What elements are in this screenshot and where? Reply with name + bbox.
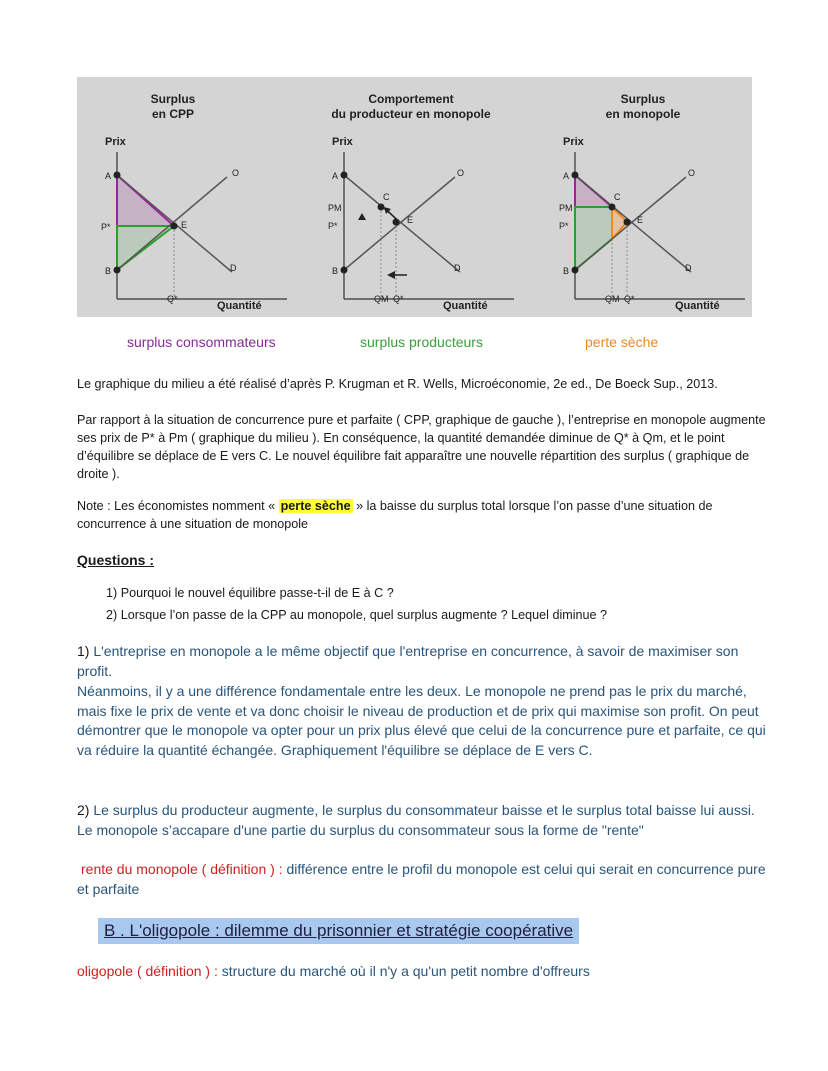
panel-cpp bbox=[101, 92, 287, 312]
question-item-2: 2) Lorsque l’on passe de la CPP au monopole, quel surplus augmente ? Lequel diminue ? bbox=[106, 608, 608, 622]
panel-behaviour-label-d: D bbox=[454, 263, 461, 273]
answer-1-body: Néanmoins, il y a une différence fondamentale entre les deux. Le monopole ne prend pas le prix du marché, mais fixe le prix de vente et va donc choisir le niveau de production et de prix qui maximise son profit. On peut démontrer que le monopole va opter pour un prix plus élevé que celui de la concurrence pure et parfaite, ce qui va réduire la quantité échangée. Graphiquement l'équilibre se déplace de E vers C. bbox=[77, 683, 766, 758]
panel-monopoly-point-c bbox=[609, 204, 616, 211]
panel-behaviour-label-c: C bbox=[383, 192, 390, 202]
questions-title: Questions : bbox=[77, 552, 155, 568]
answer-1-text: L'entreprise en monopole a le même objectif que l'entreprise en concurrence, à savoir de maximiser son profit. bbox=[77, 643, 739, 679]
panel-behaviour-title-1: Comportement bbox=[368, 92, 454, 106]
legend-deadweight-loss: perte sèche bbox=[585, 334, 659, 350]
panel-monopoly-label-d: D bbox=[685, 263, 692, 273]
panel-cpp-label-e: E bbox=[181, 220, 188, 230]
answer-2-text: Le surplus du producteur augmente, le surplus du consommateur baisse et le surplus total baisse lui aussi. Le monopole s’accapare d'une partie du surplus du consommateur sous la forme de "rente" bbox=[77, 802, 755, 838]
section-b-heading: B . L'oligopole : dilemme du prisonnier et stratégie coopérative bbox=[98, 918, 579, 944]
panel-behaviour bbox=[328, 92, 514, 312]
questions-list bbox=[106, 582, 796, 626]
panel-behaviour-point-e bbox=[393, 219, 400, 226]
panel-behaviour-xlabel: Quantité bbox=[443, 300, 488, 312]
panel-behaviour-label-a: A bbox=[332, 171, 339, 181]
panel-cpp-xlabel: Quantité bbox=[217, 300, 262, 312]
panel-monopoly-label-o: O bbox=[688, 168, 696, 178]
panel-monopoly-ylabel: Prix bbox=[563, 136, 584, 148]
panel-monopoly bbox=[559, 92, 745, 312]
panel-monopoly-label-c: C bbox=[614, 192, 621, 202]
answer-1-intro bbox=[77, 642, 767, 681]
note-after: » la baisse du surplus total lorsque l’on passe d’une situation de concurrence à une situation de monopole bbox=[77, 499, 713, 531]
panel-monopoly-label-a: A bbox=[563, 171, 570, 181]
panel-behaviour-label-b: B bbox=[332, 266, 339, 276]
panel-cpp-label-o: O bbox=[232, 168, 240, 178]
panel-behaviour-demand-curve bbox=[344, 175, 460, 272]
panel-monopoly-point-b bbox=[572, 267, 579, 274]
panel-cpp-point-a bbox=[114, 172, 121, 179]
panel-cpp-title-1: Surplus bbox=[150, 92, 196, 106]
panel-monopoly-label-qstar: Q* bbox=[624, 294, 635, 304]
panel-behaviour-supply-curve bbox=[344, 177, 455, 270]
definition-rente-text: différence entre le profil du monopole est celui qui serait en concurrence pure et parfaite bbox=[77, 861, 766, 897]
panel-cpp-label-b: B bbox=[105, 266, 112, 276]
panel-behaviour-label-pm: PM bbox=[328, 203, 342, 213]
panel-behaviour-label-qstar: Q* bbox=[393, 294, 404, 304]
panel-cpp-point-b bbox=[114, 267, 121, 274]
panel-monopoly-label-pm: PM bbox=[559, 203, 573, 213]
panel-behaviour-title-2: du producteur en monopole bbox=[331, 107, 491, 121]
panel-monopoly-label-e: E bbox=[637, 215, 644, 225]
panel-cpp-label-d: D bbox=[230, 263, 237, 273]
panel-behaviour-point-a bbox=[341, 172, 348, 179]
answer-2-number: 2) bbox=[77, 802, 90, 818]
intro-paragraph: Par rapport à la situation de concurrence pure et parfaite ( CPP, graphique de gauche ), l’entreprise en monopole augmente ses prix de P* à Pm ( graphique du milieu ). En conséquence, la quantité demandée diminue de Q* à Qm, et le point d’équilibre se déplace de E vers C. Le nouvel équilibre fait apparaître une nouvelle répartition des surplus ( graphique de droite ). bbox=[77, 413, 766, 481]
note-highlight: perte sèche bbox=[280, 499, 351, 513]
panel-monopoly-label-qm: QM bbox=[605, 294, 620, 304]
definition-rente-term: rente du monopole ( définition ) : bbox=[81, 861, 283, 877]
panel-behaviour-label-qm: QM bbox=[374, 294, 389, 304]
panel-cpp-label-pstar: P* bbox=[101, 222, 111, 232]
panel-behaviour-label-o: O bbox=[457, 168, 465, 178]
panel-monopoly-label-pstar: P* bbox=[559, 221, 569, 231]
note-before: Note : Les économistes nomment « bbox=[77, 499, 279, 513]
panel-monopoly-title-1: Surplus bbox=[620, 92, 666, 106]
panel-cpp-point-e bbox=[171, 223, 178, 230]
question-item-1: 1) Pourquoi le nouvel équilibre passe-t-il de E à C ? bbox=[106, 586, 394, 600]
panel-monopoly-point-a bbox=[572, 172, 579, 179]
panel-monopoly-producer-surplus bbox=[575, 207, 612, 270]
panel-behaviour-ylabel: Prix bbox=[332, 136, 353, 148]
panel-monopoly-title-2: en monopole bbox=[605, 107, 681, 121]
panel-cpp-ylabel: Prix bbox=[105, 136, 126, 148]
panel-monopoly-label-b: B bbox=[563, 266, 570, 276]
panel-monopoly-xlabel: Quantité bbox=[675, 300, 720, 312]
definition-oligopole-text: structure du marché où il n'y a qu'un petit nombre d'offreurs bbox=[217, 963, 590, 979]
panel-behaviour-label-pstar: P* bbox=[328, 221, 338, 231]
answer-2 bbox=[77, 801, 767, 840]
panel-monopoly-point-e bbox=[624, 219, 631, 226]
definition-oligopole-term: oligopole ( définition ) : bbox=[77, 963, 218, 979]
panel-behaviour-quantity-arrow-head bbox=[387, 271, 395, 279]
answer-1-number: 1) bbox=[77, 643, 90, 659]
definition-rente bbox=[77, 860, 767, 899]
note-paragraph bbox=[77, 497, 767, 533]
panel-cpp-title-2: en CPP bbox=[151, 107, 195, 121]
panel-cpp-label-a: A bbox=[105, 171, 112, 181]
panel-behaviour-price-arrow bbox=[358, 213, 366, 220]
surplus-graphs bbox=[77, 77, 752, 317]
legend-consumer-surplus: surplus consommateurs bbox=[127, 334, 276, 350]
panel-behaviour-point-c bbox=[378, 204, 385, 211]
panel-behaviour-label-e: E bbox=[407, 215, 414, 225]
panel-cpp-label-qstar: Q* bbox=[167, 294, 178, 304]
source-note: Le graphique du milieu a été réalisé d’après P. Krugman et R. Wells, Microéconomie, 2e ed., De Boeck Sup., 2013. bbox=[77, 377, 718, 391]
panel-behaviour-point-b bbox=[341, 267, 348, 274]
surplus-figure bbox=[77, 77, 752, 317]
legend-producer-surplus: surplus producteurs bbox=[360, 334, 483, 350]
definition-oligopole bbox=[77, 962, 767, 982]
